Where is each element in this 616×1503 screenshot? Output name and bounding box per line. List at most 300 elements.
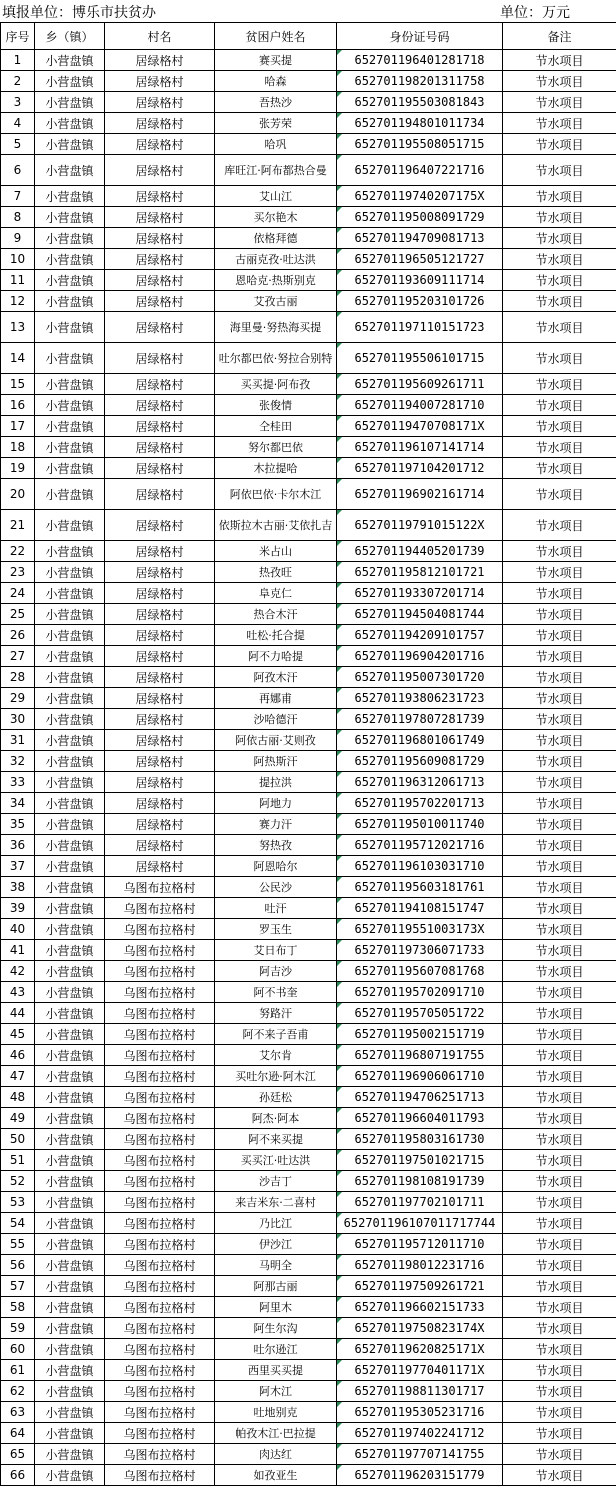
cell-village[interactable]: 乌图布拉格村 <box>105 1024 215 1045</box>
cell-index[interactable]: 19 <box>1 458 35 479</box>
cell-remark[interactable]: 节水项目 <box>503 458 616 479</box>
cell-household-name[interactable]: 吐地别克 <box>215 1402 337 1423</box>
cell-township[interactable]: 小营盘镇 <box>35 877 105 898</box>
cell-remark[interactable]: 节水项目 <box>503 1045 616 1066</box>
cell-village[interactable]: 乌图布拉格村 <box>105 1045 215 1066</box>
cell-village[interactable]: 居绿格村 <box>105 667 215 688</box>
cell-village[interactable]: 居绿格村 <box>105 437 215 458</box>
cell-id-number[interactable]: 652701194405201739 <box>337 541 503 562</box>
cell-index[interactable]: 31 <box>1 730 35 751</box>
cell-township[interactable]: 小营盘镇 <box>35 562 105 583</box>
cell-village[interactable]: 居绿格村 <box>105 71 215 92</box>
cell-id-number[interactable]: 652701193307201714 <box>337 583 503 604</box>
cell-township[interactable]: 小营盘镇 <box>35 92 105 113</box>
cell-remark[interactable]: 节水项目 <box>503 919 616 940</box>
cell-id-number[interactable]: 652701196107141714 <box>337 437 503 458</box>
cell-index[interactable]: 39 <box>1 898 35 919</box>
cell-household-name[interactable]: 吾热沙 <box>215 92 337 113</box>
cell-index[interactable]: 61 <box>1 1360 35 1381</box>
cell-household-name[interactable]: 帕孜木江·巴拉提 <box>215 1423 337 1444</box>
cell-village[interactable]: 乌图布拉格村 <box>105 1066 215 1087</box>
cell-index[interactable]: 13 <box>1 312 35 343</box>
cell-household-name[interactable]: 张俊情 <box>215 395 337 416</box>
cell-index[interactable]: 9 <box>1 228 35 249</box>
cell-township[interactable]: 小营盘镇 <box>35 479 105 510</box>
cell-remark[interactable]: 节水项目 <box>503 395 616 416</box>
cell-village[interactable]: 居绿格村 <box>105 50 215 71</box>
cell-township[interactable]: 小营盘镇 <box>35 1444 105 1465</box>
cell-household-name[interactable]: 买吐尔逊·阿木江 <box>215 1066 337 1087</box>
cell-id-number[interactable]: 652701196807191755 <box>337 1045 503 1066</box>
cell-id-number[interactable]: 652701193806231723 <box>337 688 503 709</box>
cell-township[interactable]: 小营盘镇 <box>35 1360 105 1381</box>
cell-village[interactable]: 居绿格村 <box>105 730 215 751</box>
cell-index[interactable]: 16 <box>1 395 35 416</box>
cell-remark[interactable]: 节水项目 <box>503 646 616 667</box>
cell-township[interactable]: 小营盘镇 <box>35 940 105 961</box>
cell-remark[interactable]: 节水项目 <box>503 1108 616 1129</box>
cell-index[interactable]: 55 <box>1 1234 35 1255</box>
cell-village[interactable]: 居绿格村 <box>105 249 215 270</box>
cell-index[interactable]: 1 <box>1 50 35 71</box>
cell-id-number[interactable]: 652701197501021715 <box>337 1150 503 1171</box>
cell-township[interactable]: 小营盘镇 <box>35 1108 105 1129</box>
cell-township[interactable]: 小营盘镇 <box>35 458 105 479</box>
cell-index[interactable]: 42 <box>1 961 35 982</box>
cell-village[interactable]: 乌图布拉格村 <box>105 982 215 1003</box>
cell-index[interactable]: 41 <box>1 940 35 961</box>
cell-village[interactable]: 乌图布拉格村 <box>105 1192 215 1213</box>
cell-village[interactable]: 居绿格村 <box>105 479 215 510</box>
cell-remark[interactable]: 节水项目 <box>503 1234 616 1255</box>
cell-remark[interactable]: 节水项目 <box>503 541 616 562</box>
cell-township[interactable]: 小营盘镇 <box>35 1465 105 1486</box>
cell-village[interactable]: 居绿格村 <box>105 541 215 562</box>
cell-household-name[interactable]: 阿吉沙 <box>215 961 337 982</box>
cell-household-name[interactable]: 热合木汗 <box>215 604 337 625</box>
cell-index[interactable]: 50 <box>1 1129 35 1150</box>
cell-village[interactable]: 乌图布拉格村 <box>105 1213 215 1234</box>
cell-household-name[interactable]: 张芳荣 <box>215 113 337 134</box>
cell-township[interactable]: 小营盘镇 <box>35 374 105 395</box>
cell-township[interactable]: 小营盘镇 <box>35 1402 105 1423</box>
cell-remark[interactable]: 节水项目 <box>503 510 616 541</box>
cell-id-number[interactable]: 652701195812101721 <box>337 562 503 583</box>
cell-township[interactable]: 小营盘镇 <box>35 50 105 71</box>
cell-household-name[interactable]: 阿热斯汗 <box>215 751 337 772</box>
cell-household-name[interactable]: 阿里木 <box>215 1297 337 1318</box>
cell-township[interactable]: 小营盘镇 <box>35 709 105 730</box>
cell-household-name[interactable]: 吐汗 <box>215 898 337 919</box>
cell-village[interactable]: 居绿格村 <box>105 186 215 207</box>
cell-remark[interactable]: 节水项目 <box>503 312 616 343</box>
cell-index[interactable]: 8 <box>1 207 35 228</box>
cell-id-number[interactable]: 652701195702201713 <box>337 793 503 814</box>
cell-id-number[interactable]: 652701197707141755 <box>337 1444 503 1465</box>
cell-id-number[interactable]: 652701198108191739 <box>337 1171 503 1192</box>
cell-village[interactable]: 乌图布拉格村 <box>105 1129 215 1150</box>
cell-index[interactable]: 17 <box>1 416 35 437</box>
cell-id-number[interactable]: 652701196505121727 <box>337 249 503 270</box>
cell-remark[interactable]: 节水项目 <box>503 291 616 312</box>
cell-township[interactable]: 小营盘镇 <box>35 1024 105 1045</box>
cell-index[interactable]: 21 <box>1 510 35 541</box>
cell-index[interactable]: 34 <box>1 793 35 814</box>
cell-household-name[interactable]: 恩哈克·热斯别克 <box>215 270 337 291</box>
cell-remark[interactable]: 节水项目 <box>503 1276 616 1297</box>
cell-index[interactable]: 48 <box>1 1087 35 1108</box>
cell-household-name[interactable]: 阿不书奎 <box>215 982 337 1003</box>
cell-id-number[interactable]: 652701193609111714 <box>337 270 503 291</box>
cell-index[interactable]: 27 <box>1 646 35 667</box>
cell-index[interactable]: 32 <box>1 751 35 772</box>
cell-index[interactable]: 33 <box>1 772 35 793</box>
cell-id-number[interactable]: 65270119770401171X <box>337 1360 503 1381</box>
cell-remark[interactable]: 节水项目 <box>503 1381 616 1402</box>
cell-id-number[interactable]: 652701195007301720 <box>337 667 503 688</box>
cell-index[interactable]: 3 <box>1 92 35 113</box>
cell-remark[interactable]: 节水项目 <box>503 793 616 814</box>
cell-township[interactable]: 小营盘镇 <box>35 1234 105 1255</box>
cell-id-number[interactable]: 652701194209101757 <box>337 625 503 646</box>
cell-id-number[interactable]: 652701196103031710 <box>337 856 503 877</box>
cell-household-name[interactable]: 再娜甫 <box>215 688 337 709</box>
cell-id-number[interactable]: 652701195506101715 <box>337 343 503 374</box>
cell-id-number[interactable]: 652701196906061710 <box>337 1066 503 1087</box>
cell-household-name[interactable]: 米占山 <box>215 541 337 562</box>
cell-village[interactable]: 居绿格村 <box>105 562 215 583</box>
cell-village[interactable]: 居绿格村 <box>105 374 215 395</box>
cell-id-number[interactable]: 652701196407221716 <box>337 155 503 186</box>
cell-remark[interactable]: 节水项目 <box>503 1297 616 1318</box>
cell-id-number[interactable]: 652701195705051722 <box>337 1003 503 1024</box>
cell-township[interactable]: 小营盘镇 <box>35 291 105 312</box>
cell-index[interactable]: 52 <box>1 1171 35 1192</box>
cell-index[interactable]: 62 <box>1 1381 35 1402</box>
cell-remark[interactable]: 节水项目 <box>503 50 616 71</box>
cell-township[interactable]: 小营盘镇 <box>35 228 105 249</box>
cell-household-name[interactable]: 艾日布丁 <box>215 940 337 961</box>
cell-id-number[interactable]: 652701194709081713 <box>337 228 503 249</box>
cell-household-name[interactable]: 买尔艳木 <box>215 207 337 228</box>
cell-township[interactable]: 小营盘镇 <box>35 583 105 604</box>
cell-township[interactable]: 小营盘镇 <box>35 1423 105 1444</box>
cell-household-name[interactable]: 阿生尔沟 <box>215 1318 337 1339</box>
cell-township[interactable]: 小营盘镇 <box>35 898 105 919</box>
cell-id-number[interactable]: 652701195503081843 <box>337 92 503 113</box>
cell-village[interactable]: 居绿格村 <box>105 510 215 541</box>
cell-village[interactable]: 居绿格村 <box>105 604 215 625</box>
cell-remark[interactable]: 节水项目 <box>503 1318 616 1339</box>
cell-remark[interactable]: 节水项目 <box>503 562 616 583</box>
cell-household-name[interactable]: 阿那古丽 <box>215 1276 337 1297</box>
cell-village[interactable]: 乌图布拉格村 <box>105 961 215 982</box>
cell-remark[interactable]: 节水项目 <box>503 343 616 374</box>
cell-village[interactable]: 乌图布拉格村 <box>105 1276 215 1297</box>
cell-remark[interactable]: 节水项目 <box>503 1360 616 1381</box>
cell-township[interactable]: 小营盘镇 <box>35 1150 105 1171</box>
cell-remark[interactable]: 节水项目 <box>503 416 616 437</box>
cell-index[interactable]: 24 <box>1 583 35 604</box>
cell-village[interactable]: 居绿格村 <box>105 113 215 134</box>
cell-remark[interactable]: 节水项目 <box>503 207 616 228</box>
cell-household-name[interactable]: 如孜亚生 <box>215 1465 337 1486</box>
cell-index[interactable]: 54 <box>1 1213 35 1234</box>
cell-township[interactable]: 小营盘镇 <box>35 1339 105 1360</box>
cell-index[interactable]: 11 <box>1 270 35 291</box>
cell-township[interactable]: 小营盘镇 <box>35 1087 105 1108</box>
cell-household-name[interactable]: 艾山江 <box>215 186 337 207</box>
cell-township[interactable]: 小营盘镇 <box>35 437 105 458</box>
cell-id-number[interactable]: 652701195609081729 <box>337 751 503 772</box>
cell-remark[interactable]: 节水项目 <box>503 1003 616 1024</box>
cell-index[interactable]: 6 <box>1 155 35 186</box>
cell-township[interactable]: 小营盘镇 <box>35 541 105 562</box>
cell-household-name[interactable]: 罗玉生 <box>215 919 337 940</box>
cell-village[interactable]: 居绿格村 <box>105 583 215 604</box>
cell-remark[interactable]: 节水项目 <box>503 877 616 898</box>
cell-township[interactable]: 小营盘镇 <box>35 186 105 207</box>
cell-index[interactable]: 36 <box>1 835 35 856</box>
cell-index[interactable]: 47 <box>1 1066 35 1087</box>
cell-village[interactable]: 居绿格村 <box>105 134 215 155</box>
cell-index[interactable]: 38 <box>1 877 35 898</box>
cell-id-number[interactable]: 652701196604011793 <box>337 1108 503 1129</box>
cell-id-number[interactable]: 652701195010011740 <box>337 814 503 835</box>
cell-remark[interactable]: 节水项目 <box>503 898 616 919</box>
cell-township[interactable]: 小营盘镇 <box>35 919 105 940</box>
cell-village[interactable]: 乌图布拉格村 <box>105 1423 215 1444</box>
cell-remark[interactable]: 节水项目 <box>503 92 616 113</box>
cell-remark[interactable]: 节水项目 <box>503 1213 616 1234</box>
cell-id-number[interactable]: 652701195712021716 <box>337 835 503 856</box>
cell-remark[interactable]: 节水项目 <box>503 249 616 270</box>
cell-village[interactable]: 居绿格村 <box>105 312 215 343</box>
cell-remark[interactable]: 节水项目 <box>503 1423 616 1444</box>
cell-remark[interactable]: 节水项目 <box>503 374 616 395</box>
cell-remark[interactable]: 节水项目 <box>503 228 616 249</box>
cell-index[interactable]: 51 <box>1 1150 35 1171</box>
cell-township[interactable]: 小营盘镇 <box>35 71 105 92</box>
cell-household-name[interactable]: 依斯拉木古丽·艾依扎吉 <box>215 510 337 541</box>
cell-township[interactable]: 小营盘镇 <box>35 1381 105 1402</box>
cell-household-name[interactable]: 公民沙 <box>215 877 337 898</box>
cell-remark[interactable]: 节水项目 <box>503 961 616 982</box>
cell-village[interactable]: 乌图布拉格村 <box>105 877 215 898</box>
cell-id-number[interactable]: 652701196312061713 <box>337 772 503 793</box>
cell-village[interactable]: 居绿格村 <box>105 856 215 877</box>
cell-remark[interactable]: 节水项目 <box>503 71 616 92</box>
cell-id-number[interactable]: 652701196401281718 <box>337 50 503 71</box>
cell-village[interactable]: 居绿格村 <box>105 625 215 646</box>
cell-remark[interactable]: 节水项目 <box>503 1465 616 1486</box>
cell-id-number[interactable]: 652701194801011734 <box>337 113 503 134</box>
cell-id-number[interactable]: 65270119740207175X <box>337 186 503 207</box>
cell-household-name[interactable]: 肉达红 <box>215 1444 337 1465</box>
cell-village[interactable]: 居绿格村 <box>105 343 215 374</box>
cell-village[interactable]: 居绿格村 <box>105 772 215 793</box>
cell-index[interactable]: 5 <box>1 134 35 155</box>
cell-id-number[interactable]: 652701196904201716 <box>337 646 503 667</box>
cell-township[interactable]: 小营盘镇 <box>35 1213 105 1234</box>
cell-township[interactable]: 小营盘镇 <box>35 772 105 793</box>
cell-remark[interactable]: 节水项目 <box>503 688 616 709</box>
cell-remark[interactable]: 节水项目 <box>503 583 616 604</box>
cell-id-number[interactable]: 652701198012231716 <box>337 1255 503 1276</box>
cell-village[interactable]: 乌图布拉格村 <box>105 898 215 919</box>
cell-household-name[interactable]: 阿依古丽·艾则孜 <box>215 730 337 751</box>
cell-village[interactable]: 居绿格村 <box>105 688 215 709</box>
cell-index[interactable]: 45 <box>1 1024 35 1045</box>
cell-id-number[interactable]: 652701198201311758 <box>337 71 503 92</box>
cell-household-name[interactable]: 哈巩 <box>215 134 337 155</box>
cell-remark[interactable]: 节水项目 <box>503 772 616 793</box>
cell-village[interactable]: 乌图布拉格村 <box>105 1360 215 1381</box>
cell-household-name[interactable]: 伊沙江 <box>215 1234 337 1255</box>
cell-remark[interactable]: 节水项目 <box>503 835 616 856</box>
cell-township[interactable]: 小营盘镇 <box>35 646 105 667</box>
cell-township[interactable]: 小营盘镇 <box>35 416 105 437</box>
cell-id-number[interactable]: 652701197110151723 <box>337 312 503 343</box>
cell-index[interactable]: 60 <box>1 1339 35 1360</box>
cell-village[interactable]: 居绿格村 <box>105 155 215 186</box>
cell-index[interactable]: 57 <box>1 1276 35 1297</box>
cell-index[interactable]: 53 <box>1 1192 35 1213</box>
cell-index[interactable]: 10 <box>1 249 35 270</box>
cell-id-number[interactable]: 652701195508051715 <box>337 134 503 155</box>
cell-id-number[interactable]: 652701197702101711 <box>337 1192 503 1213</box>
cell-id-number[interactable]: 652701195607081768 <box>337 961 503 982</box>
cell-id-number[interactable]: 652701197402241712 <box>337 1423 503 1444</box>
cell-household-name[interactable]: 买买江·吐达洪 <box>215 1150 337 1171</box>
cell-household-name[interactable]: 阜克仁 <box>215 583 337 604</box>
cell-index[interactable]: 59 <box>1 1318 35 1339</box>
cell-remark[interactable]: 节水项目 <box>503 1024 616 1045</box>
cell-remark[interactable]: 节水项目 <box>503 1255 616 1276</box>
cell-index[interactable]: 30 <box>1 709 35 730</box>
cell-remark[interactable]: 节水项目 <box>503 1087 616 1108</box>
cell-id-number[interactable]: 652701195203101726 <box>337 291 503 312</box>
cell-index[interactable]: 12 <box>1 291 35 312</box>
cell-index[interactable]: 66 <box>1 1465 35 1486</box>
cell-village[interactable]: 乌图布拉格村 <box>105 1381 215 1402</box>
cell-household-name[interactable]: 古丽克孜·吐达洪 <box>215 249 337 270</box>
cell-remark[interactable]: 节水项目 <box>503 437 616 458</box>
cell-household-name[interactable]: 阿木江 <box>215 1381 337 1402</box>
cell-household-name[interactable]: 阿不来子吾甫 <box>215 1024 337 1045</box>
cell-id-number[interactable]: 65270119551003173X <box>337 919 503 940</box>
cell-township[interactable]: 小营盘镇 <box>35 155 105 186</box>
cell-id-number[interactable]: 652701198811301717 <box>337 1381 503 1402</box>
cell-household-name[interactable]: 提拉洪 <box>215 772 337 793</box>
cell-household-name[interactable]: 仝桂田 <box>215 416 337 437</box>
cell-township[interactable]: 小营盘镇 <box>35 982 105 1003</box>
cell-township[interactable]: 小营盘镇 <box>35 814 105 835</box>
cell-index[interactable]: 2 <box>1 71 35 92</box>
cell-household-name[interactable]: 西里买买提 <box>215 1360 337 1381</box>
cell-remark[interactable]: 节水项目 <box>503 667 616 688</box>
cell-village[interactable]: 居绿格村 <box>105 92 215 113</box>
cell-index[interactable]: 18 <box>1 437 35 458</box>
cell-id-number[interactable]: 652701196801061749 <box>337 730 503 751</box>
cell-remark[interactable]: 节水项目 <box>503 625 616 646</box>
cell-remark[interactable]: 节水项目 <box>503 751 616 772</box>
cell-village[interactable]: 乌图布拉格村 <box>105 1150 215 1171</box>
cell-household-name[interactable]: 阿不力哈提 <box>215 646 337 667</box>
cell-remark[interactable]: 节水项目 <box>503 1150 616 1171</box>
cell-village[interactable]: 乌图布拉格村 <box>105 919 215 940</box>
cell-township[interactable]: 小营盘镇 <box>35 625 105 646</box>
cell-index[interactable]: 15 <box>1 374 35 395</box>
cell-village[interactable]: 居绿格村 <box>105 751 215 772</box>
cell-remark[interactable]: 节水项目 <box>503 1129 616 1150</box>
cell-index[interactable]: 40 <box>1 919 35 940</box>
cell-remark[interactable]: 节水项目 <box>503 1192 616 1213</box>
cell-id-number[interactable]: 652701195702091710 <box>337 982 503 1003</box>
cell-household-name[interactable]: 阿恩哈尔 <box>215 856 337 877</box>
cell-index[interactable]: 49 <box>1 1108 35 1129</box>
cell-index[interactable]: 28 <box>1 667 35 688</box>
cell-township[interactable]: 小营盘镇 <box>35 961 105 982</box>
cell-remark[interactable]: 节水项目 <box>503 134 616 155</box>
cell-village[interactable]: 居绿格村 <box>105 228 215 249</box>
cell-id-number[interactable]: 652701195002151719 <box>337 1024 503 1045</box>
cell-township[interactable]: 小营盘镇 <box>35 312 105 343</box>
cell-id-number[interactable]: 652701195609261711 <box>337 374 503 395</box>
cell-household-name[interactable]: 艾孜古丽 <box>215 291 337 312</box>
cell-township[interactable]: 小营盘镇 <box>35 249 105 270</box>
cell-index[interactable]: 7 <box>1 186 35 207</box>
cell-township[interactable]: 小营盘镇 <box>35 604 105 625</box>
cell-household-name[interactable]: 来吉米东·二喜村 <box>215 1192 337 1213</box>
cell-household-name[interactable]: 孙廷松 <box>215 1087 337 1108</box>
cell-household-name[interactable]: 努路汗 <box>215 1003 337 1024</box>
cell-index[interactable]: 37 <box>1 856 35 877</box>
cell-household-name[interactable]: 哈森 <box>215 71 337 92</box>
cell-index[interactable]: 29 <box>1 688 35 709</box>
cell-index[interactable]: 26 <box>1 625 35 646</box>
cell-id-number[interactable]: 652701195008091729 <box>337 207 503 228</box>
cell-index[interactable]: 22 <box>1 541 35 562</box>
cell-village[interactable]: 乌图布拉格村 <box>105 1444 215 1465</box>
cell-village[interactable]: 乌图布拉格村 <box>105 1171 215 1192</box>
cell-village[interactable]: 居绿格村 <box>105 835 215 856</box>
cell-village[interactable]: 居绿格村 <box>105 291 215 312</box>
cell-id-number[interactable]: 652701194108151747 <box>337 898 503 919</box>
cell-id-number[interactable]: 652701194706251713 <box>337 1087 503 1108</box>
cell-township[interactable]: 小营盘镇 <box>35 1066 105 1087</box>
cell-household-name[interactable]: 乃比江 <box>215 1213 337 1234</box>
cell-id-number[interactable]: 652701195712011710 <box>337 1234 503 1255</box>
cell-township[interactable]: 小营盘镇 <box>35 134 105 155</box>
cell-township[interactable]: 小营盘镇 <box>35 1171 105 1192</box>
cell-household-name[interactable]: 赛力汗 <box>215 814 337 835</box>
cell-remark[interactable]: 节水项目 <box>503 1339 616 1360</box>
cell-township[interactable]: 小营盘镇 <box>35 1318 105 1339</box>
cell-remark[interactable]: 节水项目 <box>503 814 616 835</box>
cell-village[interactable]: 乌图布拉格村 <box>105 1465 215 1486</box>
cell-household-name[interactable]: 吐尔逊江 <box>215 1339 337 1360</box>
cell-id-number[interactable]: 65270119791015122X <box>337 510 503 541</box>
cell-id-number[interactable]: 652701197807281739 <box>337 709 503 730</box>
cell-index[interactable]: 35 <box>1 814 35 835</box>
cell-township[interactable]: 小营盘镇 <box>35 688 105 709</box>
cell-township[interactable]: 小营盘镇 <box>35 1255 105 1276</box>
cell-village[interactable]: 乌图布拉格村 <box>105 1318 215 1339</box>
cell-village[interactable]: 乌图布拉格村 <box>105 1003 215 1024</box>
cell-household-name[interactable]: 沙吉丁 <box>215 1171 337 1192</box>
cell-village[interactable]: 居绿格村 <box>105 207 215 228</box>
